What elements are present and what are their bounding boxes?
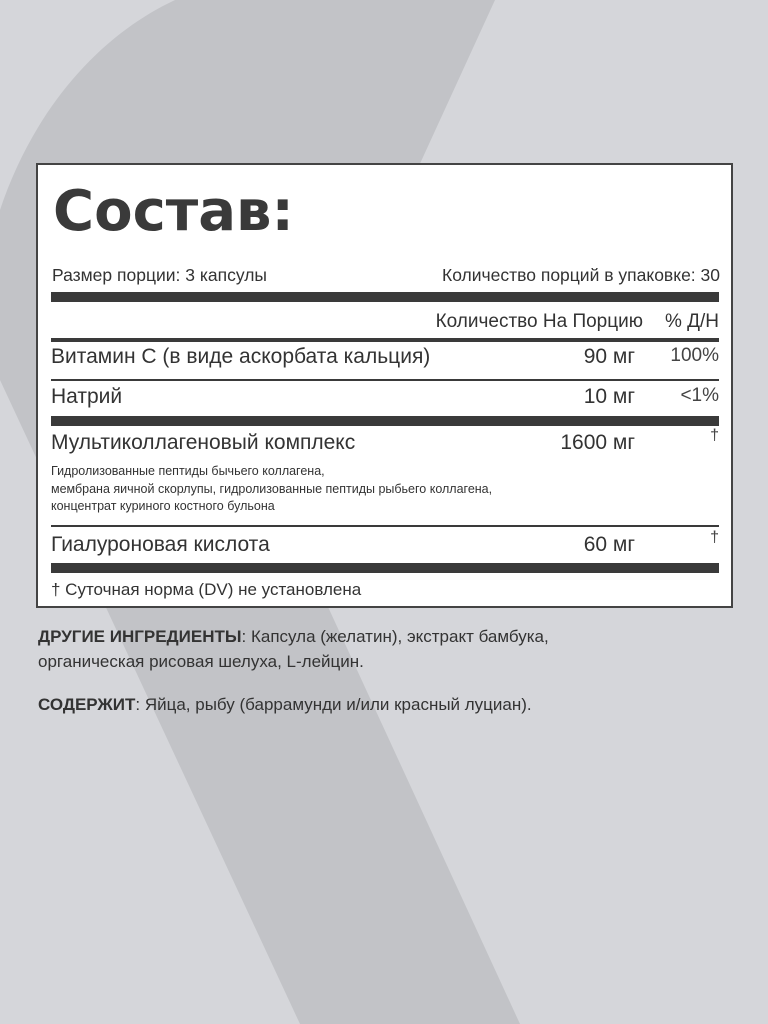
nutrient-amount: 90 мг bbox=[583, 345, 635, 368]
nutrient-name: Мультиколлагеновый комплекс bbox=[51, 431, 356, 454]
divider-thick bbox=[51, 563, 719, 573]
nutrient-row bbox=[51, 529, 719, 563]
sub-ingredient-line: мембрана яичной скорлупы, гидролизованные пептиды рыбьего коллагена, bbox=[51, 481, 493, 496]
divider-medium bbox=[51, 338, 719, 342]
nutrient-row bbox=[51, 427, 719, 461]
nutrient-name: Натрий bbox=[51, 385, 123, 408]
complex-sub-ingredients bbox=[51, 463, 492, 516]
divider-thick bbox=[51, 416, 719, 426]
nutrient-dv: <1% bbox=[680, 385, 719, 406]
other-ingredients-text: : Капсула (желатин), экстракт бамбука, bbox=[241, 627, 549, 646]
divider-thick bbox=[51, 292, 719, 302]
other-ingredients-text-2: органическая рисовая шелуха, L-лейцин. bbox=[38, 652, 364, 671]
panel-title: Состав: bbox=[53, 179, 294, 244]
nutrient-name: Витамин С (в виде аскорбата кальция) bbox=[51, 345, 431, 368]
divider-thin bbox=[51, 379, 719, 381]
nutrient-row bbox=[51, 345, 719, 375]
other-ingredients bbox=[38, 624, 728, 674]
column-header bbox=[51, 311, 719, 337]
nutrient-dv: † bbox=[710, 529, 719, 546]
contains-text: : Яйца, рыбу (баррамунди и/или красный луциан). bbox=[135, 695, 532, 714]
nutrient-name: Гиалуроновая кислота bbox=[51, 533, 270, 556]
servings-per-container: Количество порций в упаковке: 30 bbox=[442, 265, 720, 285]
supplement-facts-panel bbox=[36, 163, 733, 608]
allergen-contains bbox=[38, 692, 738, 717]
nutrient-dv: † bbox=[710, 427, 719, 444]
header-dv: % Д/Н bbox=[664, 311, 719, 332]
sub-ingredient-line: концентрат куриного костного бульона bbox=[51, 499, 275, 513]
serving-info bbox=[52, 265, 720, 286]
contains-label: СОДЕРЖИТ bbox=[38, 695, 136, 714]
sub-ingredient-line: Гидролизованные пептиды бычьего коллагена, bbox=[51, 464, 325, 478]
dv-footnote: † Суточная норма (DV) не установлена bbox=[51, 580, 362, 599]
header-amount: Количество На Порцию bbox=[435, 311, 643, 332]
nutrient-row bbox=[51, 385, 719, 415]
nutrient-dv: 100% bbox=[670, 345, 719, 366]
serving-size: Размер порции: 3 капсулы bbox=[52, 265, 267, 285]
other-ingredients-label: ДРУГИЕ ИНГРЕДИЕНТЫ bbox=[38, 627, 242, 646]
nutrient-amount: 1600 мг bbox=[560, 431, 635, 454]
nutrient-amount: 60 мг bbox=[583, 533, 635, 556]
divider-thin bbox=[51, 525, 719, 527]
nutrient-amount: 10 мг bbox=[583, 385, 635, 408]
